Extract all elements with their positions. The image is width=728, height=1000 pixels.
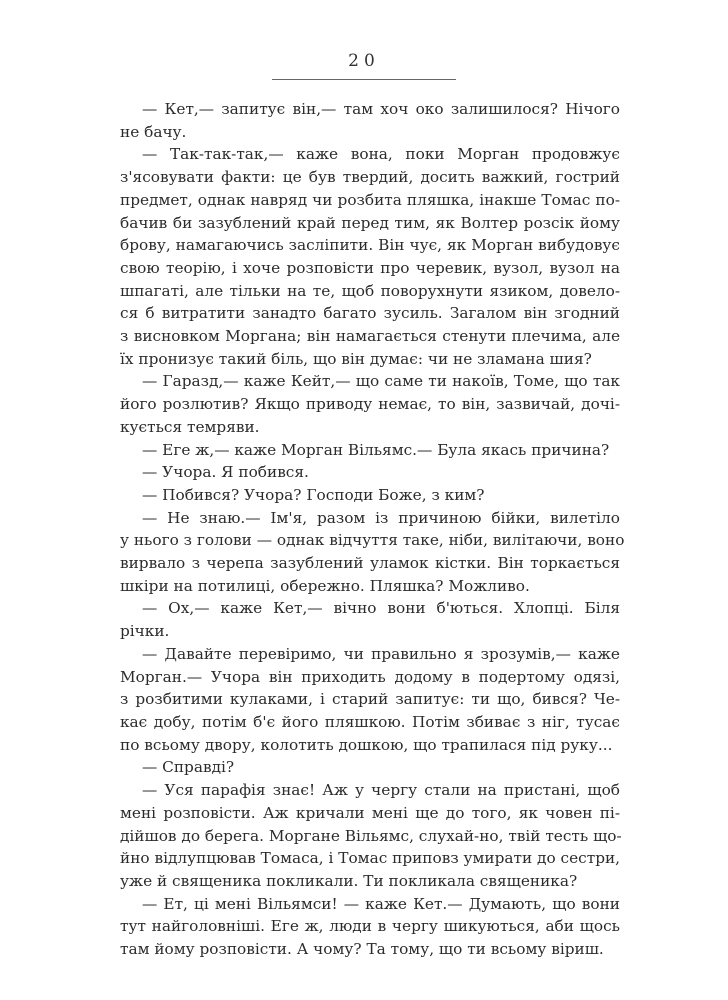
text-line: їх пронизує такий біль, що він думає: чи не зламана шия? (120, 349, 592, 368)
paragraph (120, 143, 620, 370)
paragraph (120, 507, 625, 598)
text-line: бачив би зазублений край перед тим, як Волтер розсік йому (120, 213, 620, 232)
text-line: шпагаті, але тільки на те, щоб поворухнути язиком, довело- (120, 281, 620, 300)
text-line: по всьому двору, колотить дошкою, що трапилася під руку... (120, 735, 613, 754)
paragraph (120, 779, 620, 893)
paragraph (120, 893, 620, 961)
text-line: мені розповісти. Аж кричали мені ще до того, як човен пі- (120, 803, 620, 822)
text-line: свою теорію, і хоче розповісти про черевик, вузол, вузол на (120, 258, 620, 277)
text-line: з розбитими кулаками, і старий запитує: ти що, бився? Че- (120, 690, 620, 709)
paragraph (120, 461, 620, 484)
text-line: у нього з голови — однак відчуття таке, ніби, вилітаючи, воно (120, 531, 625, 550)
text-line: там йому розповісти. А чому? Та тому, що ти всьому віриш. (120, 940, 604, 959)
paragraph (120, 484, 620, 507)
paragraph (120, 756, 620, 779)
text-line: уже й священика покликали. Ти покликала священика? (120, 871, 578, 890)
paragraph (120, 597, 620, 642)
header-rule (272, 79, 456, 80)
body-text (120, 98, 625, 961)
text-line: шкіри на потилиці, обережно. Пляшка? Можливо. (120, 576, 530, 595)
text-line: Морган.— Учора він приходить додому в подертому одязі, (120, 667, 620, 686)
text-line: тут найголовніші. Еге ж, люди в чергу шикуються, аби щось (120, 917, 620, 936)
paragraph (120, 98, 620, 143)
text-line: — Учора. Я побився. (142, 463, 309, 482)
text-line: — Так-так-так,— каже вона, поки Морган продовжує (142, 145, 620, 164)
text-line: брову, намагаючись засліпити. Він чує, як Морган вибудовує (120, 236, 620, 255)
text-line: — Кет,— запитує він,— там хоч око залишилося? Нічого (142, 100, 620, 118)
text-line: — Еге ж,— каже Морган Вільямс.— Була якась причина? (142, 440, 610, 459)
paragraph (120, 439, 620, 462)
text-line: — Побився? Учора? Господи Боже, з ким? (142, 485, 485, 504)
text-line: — Давайте перевіримо, чи правильно я зрозумів,— каже (142, 644, 620, 663)
paragraph (120, 370, 620, 438)
page-header (0, 50, 728, 80)
text-line: — Ет, ці мені Вільямси! — каже Кет.— Думають, що вони (142, 894, 620, 913)
text-line: його розлютив? Якщо приводу немає, то він, зазвичай, дочі- (120, 395, 620, 414)
text-line: кується темряви. (120, 417, 260, 436)
text-line: йно відлупцював Томаса, і Томас приповз умирати до сестри, (120, 849, 621, 868)
page-number: 20 (348, 51, 380, 71)
text-line: річки. (120, 622, 170, 641)
text-line: — Ох,— каже Кет,— вічно вони б'ються. Хлопці. Біля (142, 599, 620, 618)
paragraph (120, 643, 620, 757)
text-line: — Справді? (142, 758, 235, 777)
text-line: вирвало з черепа зазублений уламок кістки. Він торкається (120, 554, 620, 573)
text-line: з висновком Моргана; він намагається стенути плечима, але (120, 327, 620, 346)
text-line: — Не знаю.— Ім'я, разом із причиною бійки, вилетіло (142, 508, 620, 527)
text-line: кає добу, потім б'є його пляшкою. Потім збиває з ніг, тусає (120, 712, 620, 731)
text-line: — Уся парафія знає! Аж у чергу стали на пристані, щоб (142, 781, 620, 800)
text-line: ся б витратити занадто багато зусиль. Загалом він згодний (120, 304, 620, 323)
text-line: — Гаразд,— каже Кейт,— що саме ти накоїв, Томе, що так (142, 372, 620, 391)
text-line: предмет, однак навряд чи розбита пляшка, інакше Томас по- (120, 190, 620, 209)
text-line: дійшов до берега. Моргане Вільямс, слухай-но, твій тесть що- (120, 826, 622, 845)
text-line: не бачу. (120, 122, 187, 141)
text-line: з'ясовувати факти: це був твердий, досить важкий, гострий (120, 168, 620, 187)
